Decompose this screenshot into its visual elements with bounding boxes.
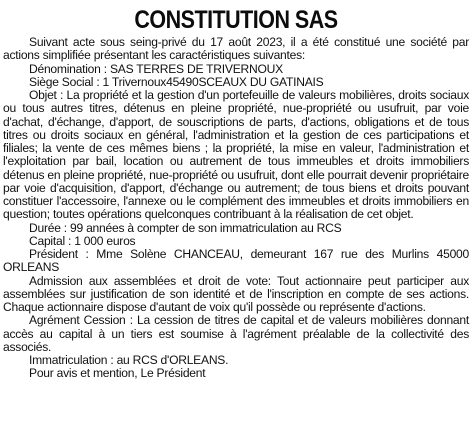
capital-line: Capital : 1 000 euros — [29, 233, 136, 248]
agrement-paragraph: Agrément Cession : La cession de titres de capital et de valeurs mobilières donnant accès au capital à un tiers est soumise à l'agrément préalable de la collectivité des associés. — [3, 313, 469, 354]
president-paragraph: Président : Mme Solène CHANCEAU, demeurant 167 rue des Murlins 45000 ORLEANS — [3, 247, 469, 275]
duree-line: Durée : 99 années à compter de son immatriculation au RCS — [29, 220, 342, 235]
denomination-line: Dénomination : SAS TERRES DE TRIVERNOUX — [29, 61, 283, 76]
admission-paragraph: Admission aux assemblées et droit de vote: Tout actionnaire peut participer aux assemblées sur justification de son identité et de l'inscription en compte de ses actions. Chaque actionnaire dispose d'autant de voix qu'il possède ou représente d'actions. — [3, 273, 469, 314]
notice-title: CONSTITUTION SAS — [134, 6, 338, 34]
intro-paragraph: Suivant acte sous seing-privé du 17 août 2023, il a été constitué une société par actions simplifiée présentant les caractéristiques suivantes: — [3, 35, 469, 63]
siege-social-line: Siège Social : 1 Trivernoux45490SCEAUX DU GATINAIS — [29, 74, 324, 89]
closing-line: Pour avis et mention, Le Président — [29, 366, 206, 381]
immatriculation-line: Immatriculation : au RCS d'ORLEANS. — [29, 353, 229, 367]
legal-notice — [3, 0, 469, 381]
objet-paragraph: Objet : La propriété et la gestion d'un portefeuille de valeurs mobilières, droits sociaux ou tous autres titres, détenus en pleine propriété, nue-propriété ou usufruit, par voie d'achat, d'échange, d'apport, de souscriptions de parts, d'actions, obligations et de tous titres ou droits sociaux en général, l'administration et la gestion de ces participations et filiales; la vente de ces mêmes biens ; la propriété, la mise en valeur, l'administration et l'exploitation par bail, location ou autrement de tous immeubles et droits immobiliers détenus en pleine propriété, nue-propriété ou usufruit, dont elle pourrait devenir propriétaire par voie d'acquisition, d'apport, d'échange ou autrement; de tous biens et droits pouvant constituer l'accessoire, l'annexe ou le complément des immeubles et droits immobiliers en question; toutes opérations quelconques contribuant à la réalisation de cet objet. — [3, 88, 469, 222]
